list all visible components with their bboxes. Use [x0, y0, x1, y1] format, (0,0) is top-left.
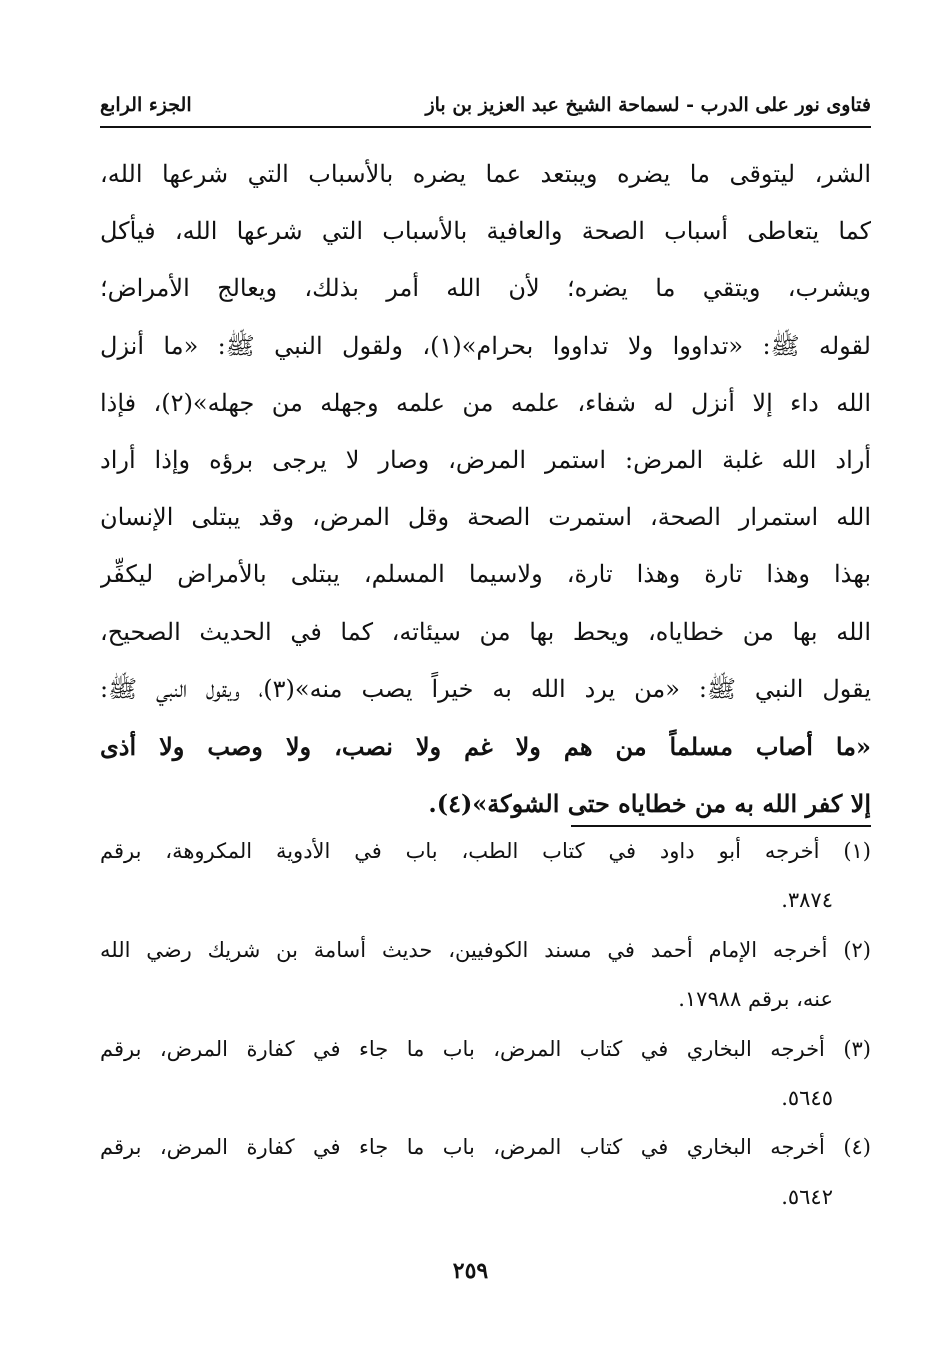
body-line: الله استمرار الصحة، استمرت الصحة وقل المرض، وقد يبتلى الإنسان — [100, 503, 871, 532]
footnote-line: (٢) أخرجه الإمام أحمد في مسند الكوفيين، حديث أسامة بن شريك رضي الله — [100, 937, 871, 962]
body-line: ويشرب، ويتقي ما يضره؛ لأن الله أمر بذلك، ويعالج الأمراض؛ — [100, 274, 871, 303]
body-line: الله داء إلا أنزل له شفاء، علمه من علمه وجهله من جهله»(٢)، فإذا — [100, 388, 871, 417]
main-text — [100, 146, 871, 832]
body-line: يقول النبي ﷺ: «من يرد الله به خيراً يصب منه»(٣)، ويقول النبي ﷺ: — [100, 674, 871, 703]
body-line: لقوله ﷺ: «تداووا ولا تداووا بحرام»(١)، ولقول النبي ﷺ: «ما أنزل — [100, 331, 871, 360]
footnote-line: عنه، برقم ١٧٩٨٨. — [678, 987, 833, 1012]
part-label: الجزء الرابع — [100, 94, 192, 116]
footnotes — [100, 825, 871, 1222]
body-line: أراد الله غلبة المرض: استمر المرض، وصار لا يرجى برؤه وإذا أراد — [100, 445, 871, 474]
footnote-line: ٥٦٤٥. — [781, 1085, 833, 1110]
running-title: فتاوى نور على الدرب - لسماحة الشيخ عبد العزيز بن باز — [425, 94, 871, 116]
body-line: الشر، ليتوقى ما يضره ويبتعد عما يضره بالأسباب التي شرعها الله، — [100, 160, 871, 188]
body-line: إلا كفر الله به من خطاياه حتى الشوكة»(٤). — [428, 789, 871, 819]
body-line: كما يتعاطى أسباب الصحة والعافية بالأسباب التي شرعها الله، فيأكل — [100, 217, 871, 246]
footnote-line: (٣) أخرجه البخاري في كتاب المرض، باب ما جاء في كفارة المرض، برقم — [100, 1036, 871, 1061]
footnote-line: (١) أخرجه أبو داود في كتاب الطب، باب في الأدوية المكروهة، برقم — [100, 839, 871, 863]
footnote-line: (٤) أخرجه البخاري في كتاب المرض، باب ما جاء في كفارة المرض، برقم — [100, 1135, 871, 1160]
body-line: «ما أصاب مسلماً من هم ولا غم ولا نصب، ولا وصب ولا أذى — [100, 731, 871, 761]
footnote-line: ٥٦٤٢. — [781, 1184, 833, 1209]
footnote-line: ٣٨٧٤. — [781, 888, 833, 913]
page-number: ٢٥٩ — [452, 1258, 489, 1284]
page-header — [100, 80, 871, 128]
body-line: بهذا وهذا تارة وهذا تارة، ولاسيما المسلم، يبتلى بالأمراض ليكفِّر — [100, 560, 871, 589]
body-line: الله بها من خطاياه، ويحط بها من سيئاته، كما في الحديث الصحيح، — [100, 617, 871, 646]
